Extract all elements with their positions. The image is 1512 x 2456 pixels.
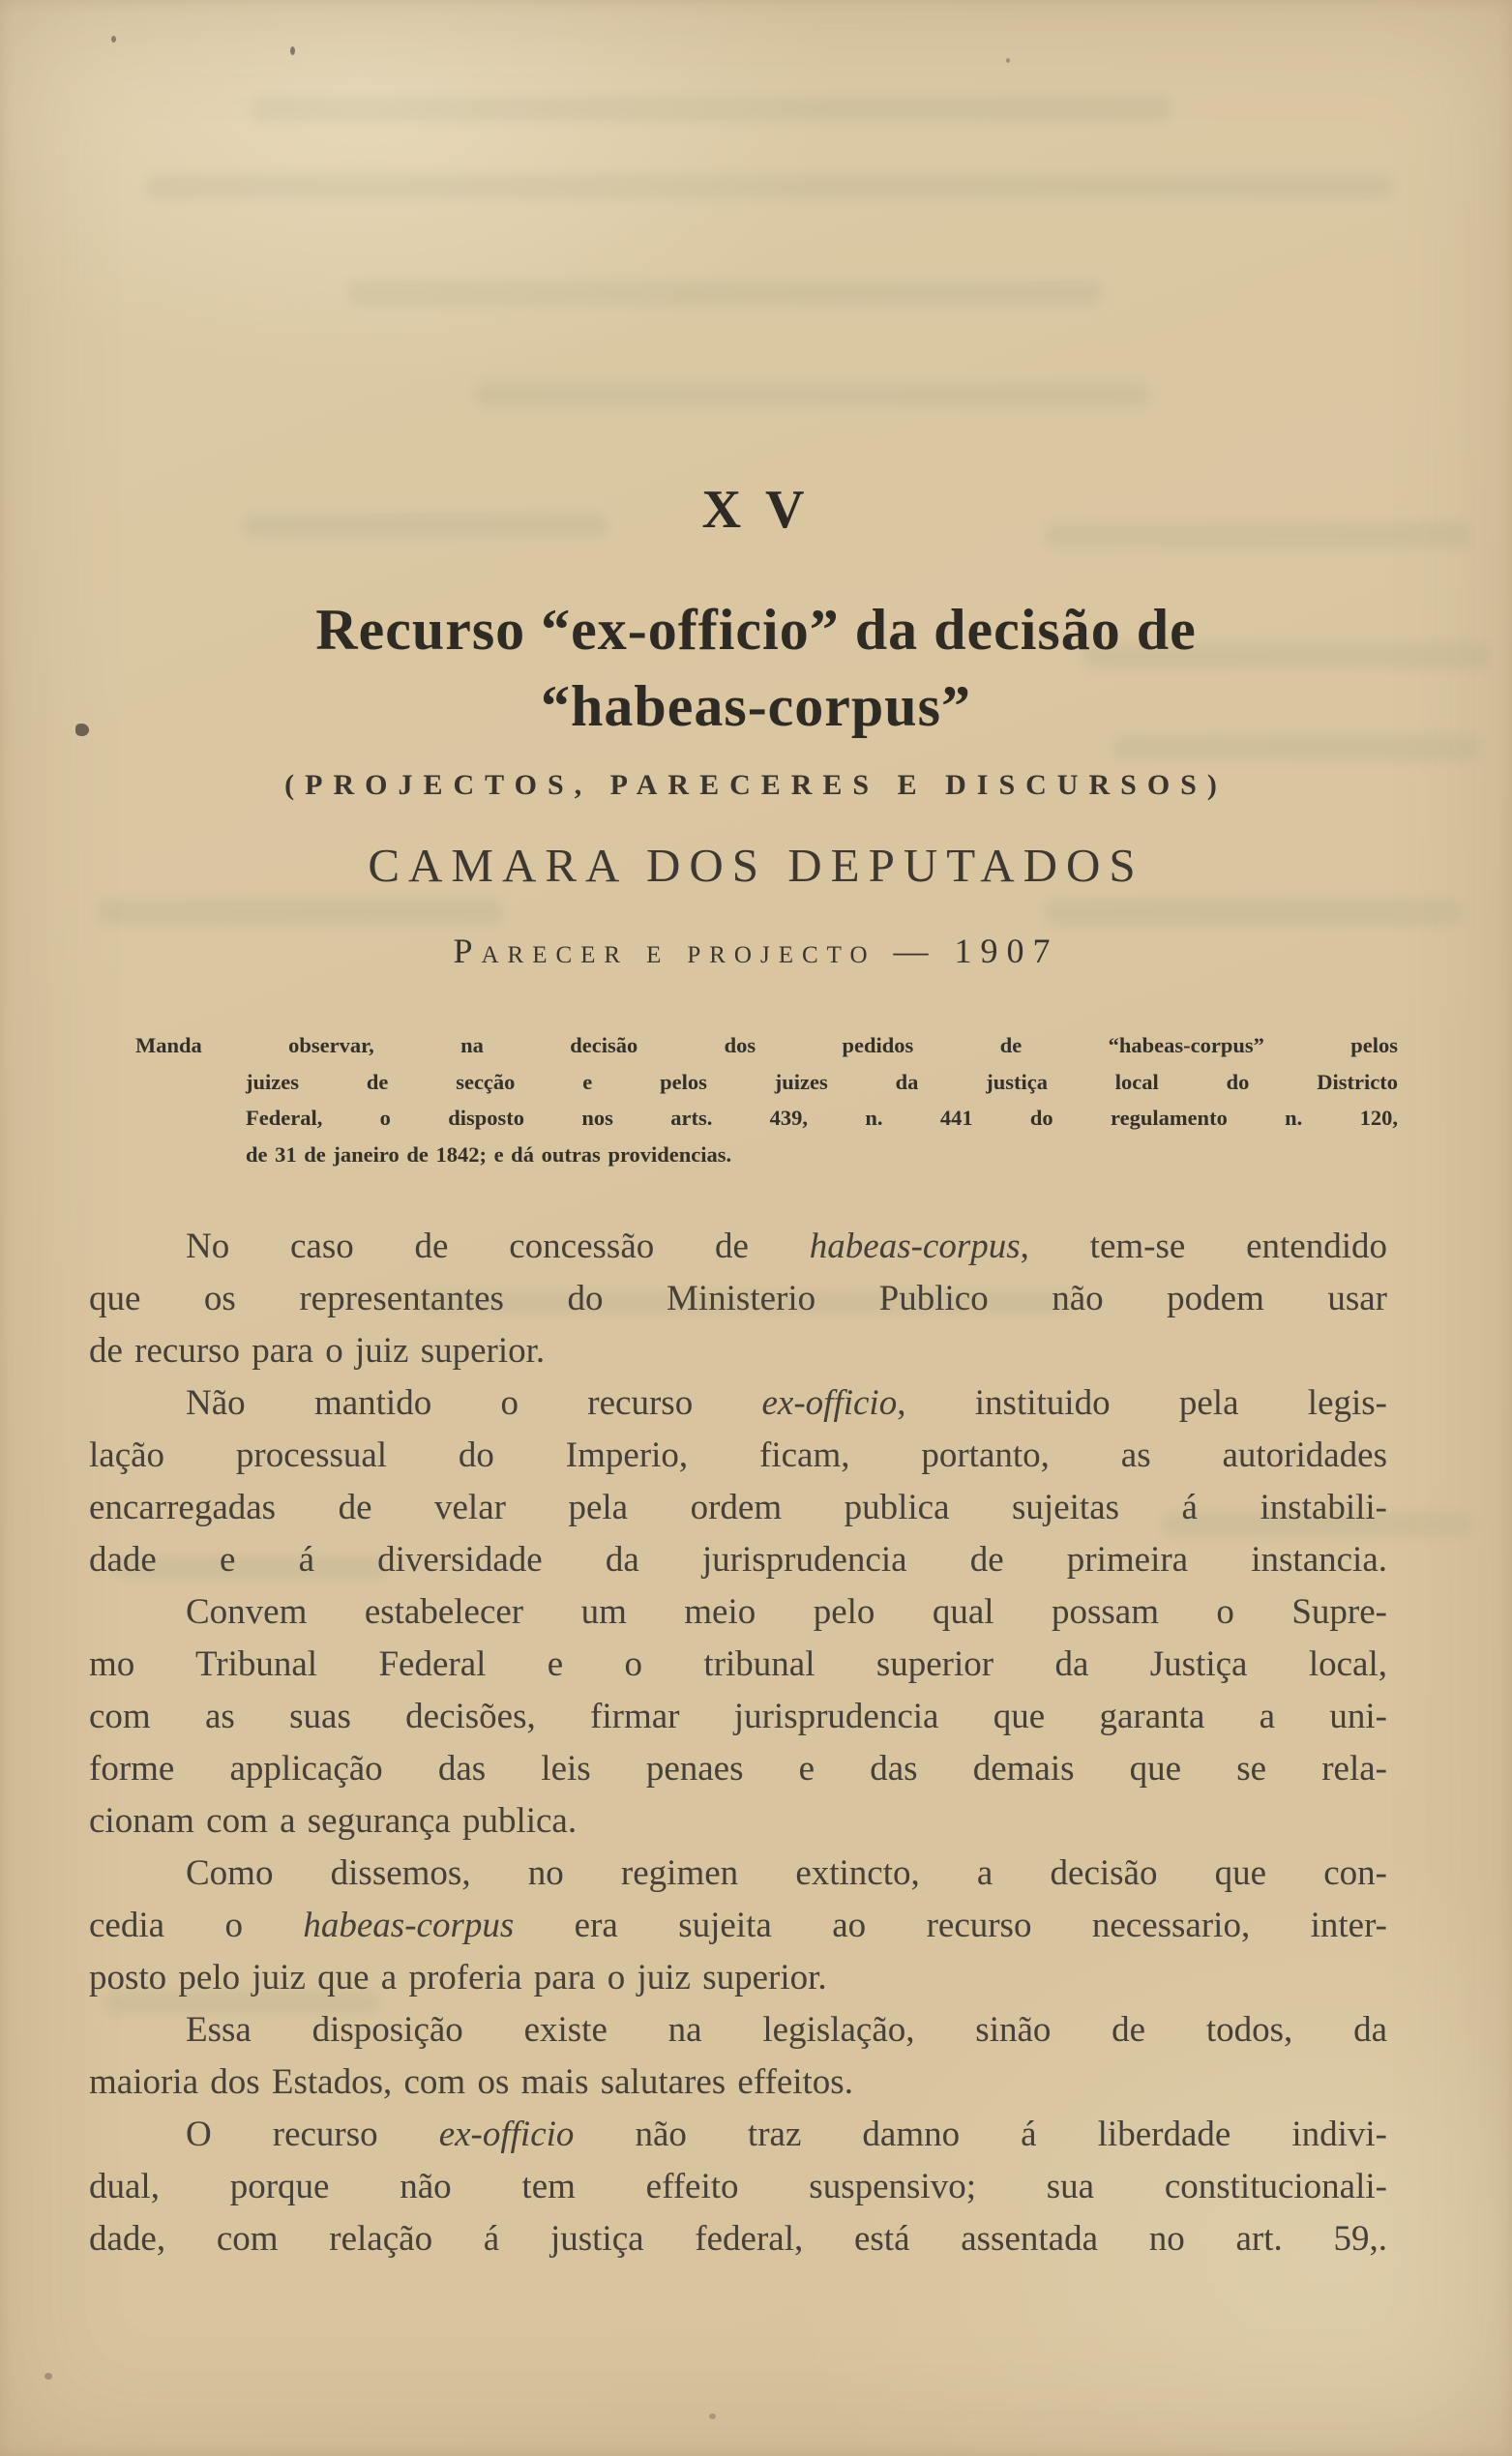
section-heading: Parecer e projecto — 1907 [453, 932, 1059, 970]
text-segment: maioria dos Estados, com os mais salutares effeitos. [89, 2062, 853, 2102]
italic-term: habeas-corpus [303, 1906, 515, 1945]
body-paragraph [89, 2109, 1387, 2265]
text-line [89, 1639, 1387, 1691]
chapter-number: X V [701, 480, 811, 540]
text-line [89, 1482, 1387, 1534]
text-line [89, 1221, 1387, 1273]
text-line [89, 2109, 1387, 2161]
text-line [89, 1900, 1387, 1952]
text-line [135, 1100, 1398, 1137]
text-line [89, 2161, 1387, 2213]
text-line [89, 2057, 1387, 2109]
ink-speck [44, 2373, 52, 2380]
text-segment: dual, porque não tem effeito suspensivo; sua constitucionali- [89, 2167, 1387, 2206]
text-segment: Manda observar, na decisão dos pedidos de “habeas-corpus” pelos [135, 1033, 1398, 1057]
text-line [89, 1795, 1387, 1848]
text-line [89, 1325, 1387, 1377]
text-segment: , tem-se entendido [1020, 1227, 1388, 1266]
body-text [89, 1221, 1387, 2265]
ink-speck [709, 2413, 716, 2419]
show-through-ghost [1045, 900, 1461, 925]
text-line [89, 1743, 1387, 1795]
text-segment: mo Tribunal Federal e o tribunal superior da Justiça local, [89, 1644, 1387, 1684]
text-line [89, 1691, 1387, 1743]
text-line [89, 1377, 1387, 1430]
text-line [89, 1273, 1387, 1325]
show-through-ghost [474, 382, 1151, 407]
body-paragraph [89, 2004, 1387, 2109]
text-segment: não traz damno á liberdade indivi- [574, 2115, 1387, 2154]
text-line [89, 1952, 1387, 2004]
text-segment: era sujeita ao recurso necessario, inter- [514, 1906, 1388, 1945]
show-through-ghost [97, 900, 503, 925]
body-paragraph [89, 1586, 1387, 1848]
subtitle: (PROJECTOS, PARECERES E DISCURSOS) [284, 769, 1228, 801]
title-line-2: “habeas-corpus” [540, 674, 972, 738]
text-segment: posto pelo juiz que a proferia para o juiz superior. [89, 1958, 827, 1997]
text-segment: de recurso para o juiz superior. [89, 1331, 546, 1371]
text-segment: dade e á diversidade da jurisprudencia de primeira instancia. [89, 1540, 1387, 1580]
summary-block [135, 1027, 1398, 1172]
italic-term: ex-officio [761, 1383, 898, 1423]
text-line [89, 1430, 1387, 1482]
institution-name: CAMARA DOS DEPUTADOS [368, 839, 1144, 892]
show-through-ghost [252, 97, 1171, 122]
text-line [135, 1027, 1398, 1064]
text-line [89, 1848, 1387, 1900]
text-segment: juizes de secção e pelos juizes da justiça local do Districto [246, 1069, 1398, 1094]
text-segment: cedia o [89, 1906, 304, 1945]
text-segment: Federal, o disposto nos arts. 439, n. 441 do regulamento n. 120, [246, 1106, 1398, 1130]
body-paragraph [89, 1848, 1387, 2004]
text-segment: , instituido pela legis- [897, 1383, 1387, 1423]
italic-term: habeas-corpus [809, 1227, 1021, 1266]
text-segment: encarregadas de velar pela ordem publica sujeitas á instabili- [89, 1488, 1387, 1527]
text-segment: que os representantes do Ministerio Publico não podem usar [89, 1279, 1387, 1318]
text-segment: Essa disposição existe na legislação, sinão de todos, da [186, 2010, 1387, 2050]
document-title [0, 592, 1512, 745]
text-line [89, 2213, 1387, 2265]
text-segment: O recurso [186, 2115, 439, 2154]
text-segment: forme applicação das leis penaes e das demais que se rela- [89, 1749, 1387, 1789]
text-line [135, 1137, 1398, 1173]
title-line-1: Recurso “ex-officio” da decisão de [315, 598, 1197, 662]
italic-term: ex-officio [438, 2115, 575, 2154]
text-segment: No caso de concessão de [186, 1227, 810, 1266]
text-line [89, 1586, 1387, 1639]
text-line [89, 1534, 1387, 1586]
body-paragraph [89, 1377, 1387, 1586]
ink-speck [111, 36, 116, 43]
show-through-ghost [348, 281, 1103, 306]
text-segment: dade, com relação á justiça federal, está assentada no art. 59,. [89, 2219, 1387, 2259]
text-segment: Não mantido o recurso [186, 1383, 762, 1423]
text-segment: Como dissemos, no regimen extincto, a decisão que con- [186, 1853, 1387, 1893]
text-line [135, 1064, 1398, 1101]
body-paragraph [89, 1221, 1387, 1377]
ink-speck [290, 46, 295, 55]
text-segment: Convem estabelecer um meio pelo qual possam o Supre- [186, 1592, 1387, 1632]
text-segment: com as suas decisões, firmar jurisprudencia que garanta a uni- [89, 1697, 1387, 1736]
text-segment: cionam com a segurança publica. [89, 1801, 578, 1841]
text-segment: lação processual do Imperio, ficam, portanto, as autoridades [89, 1435, 1387, 1475]
show-through-ghost [145, 174, 1393, 199]
ink-speck [1006, 58, 1010, 63]
text-line [89, 2004, 1387, 2057]
text-segment: de 31 de janeiro de 1842; e dá outras providencias. [246, 1141, 732, 1167]
